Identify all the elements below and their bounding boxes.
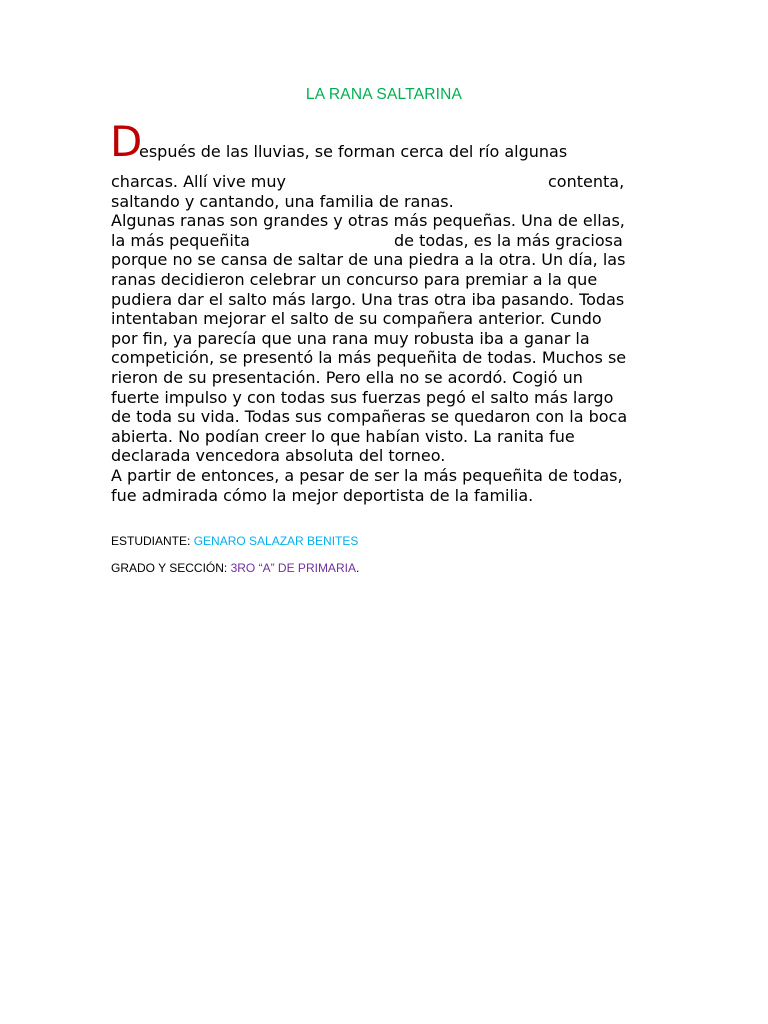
story-line: porque no se cansa de saltar de una piedra a la otra. Un día, las [111,250,626,270]
story-line: por fin, ya parecía que una rana muy robusta iba a ganar la [111,328,590,348]
student-line [111,534,358,548]
story-line-text: la más pequeñita [111,230,250,250]
student-name: GENARO SALAZAR BENITES [193,534,359,548]
story-line-text: contenta, [548,172,625,191]
drop-cap: D [110,117,143,166]
story-line: intentaban mejorar el salto de su compañera anterior. Cundo [111,309,602,329]
story-line: fue admirada cómo la mejor deportista de la familia. [111,485,534,505]
story-line-text: charcas. Allí vive muy [111,172,286,191]
story-line: Algunas ranas son grandes y otras más pequeñas. Una de ellas, [111,211,625,231]
story-line: ranas decidieron celebrar un concurso para premiar a la que [111,269,598,289]
story-line: abierta. No podían creer lo que habían visto. La ranita fue [111,426,575,446]
story-line: rieron de su presentación. Pero ella no se acordó. Cogió un [111,367,583,387]
grade-label: GRADO Y SECCIÓN: [111,561,231,575]
story-line: saltando y cantando, una familia de ranas. [111,191,454,211]
story-line [111,231,671,251]
grade-value: 3RO “A” DE PRIMARIA [230,561,356,575]
story-line: competición, se presentó la más pequeñita de todas. Muchos se [111,348,627,368]
story-line: fuerte impulso y con todas sus fuerzas pegó el salto más largo [111,387,614,407]
story-line-text: espués de las lluvias, se forman cerca del río algunas [139,142,568,161]
story-line [110,117,671,166]
story-line: A partir de entonces, a pesar de ser la más pequeñita de todas, [111,465,623,485]
story-line: declarada vencedora absoluta del torneo. [111,446,446,466]
story-line-text: de todas, es la más graciosa [394,230,623,250]
story-line: pudiera dar el salto más largo. Una tras otra iba pasando. Todas [111,289,625,309]
story-body [110,117,671,505]
story-line [111,172,671,192]
student-label: ESTUDIANTE: [111,534,194,548]
story-title: LA RANA SALTARINA [305,86,463,103]
story-line: de toda su vida. Todas sus compañeras se quedaron con la boca [111,407,628,427]
grade-suffix: . [355,561,360,575]
grade-line [111,561,359,575]
